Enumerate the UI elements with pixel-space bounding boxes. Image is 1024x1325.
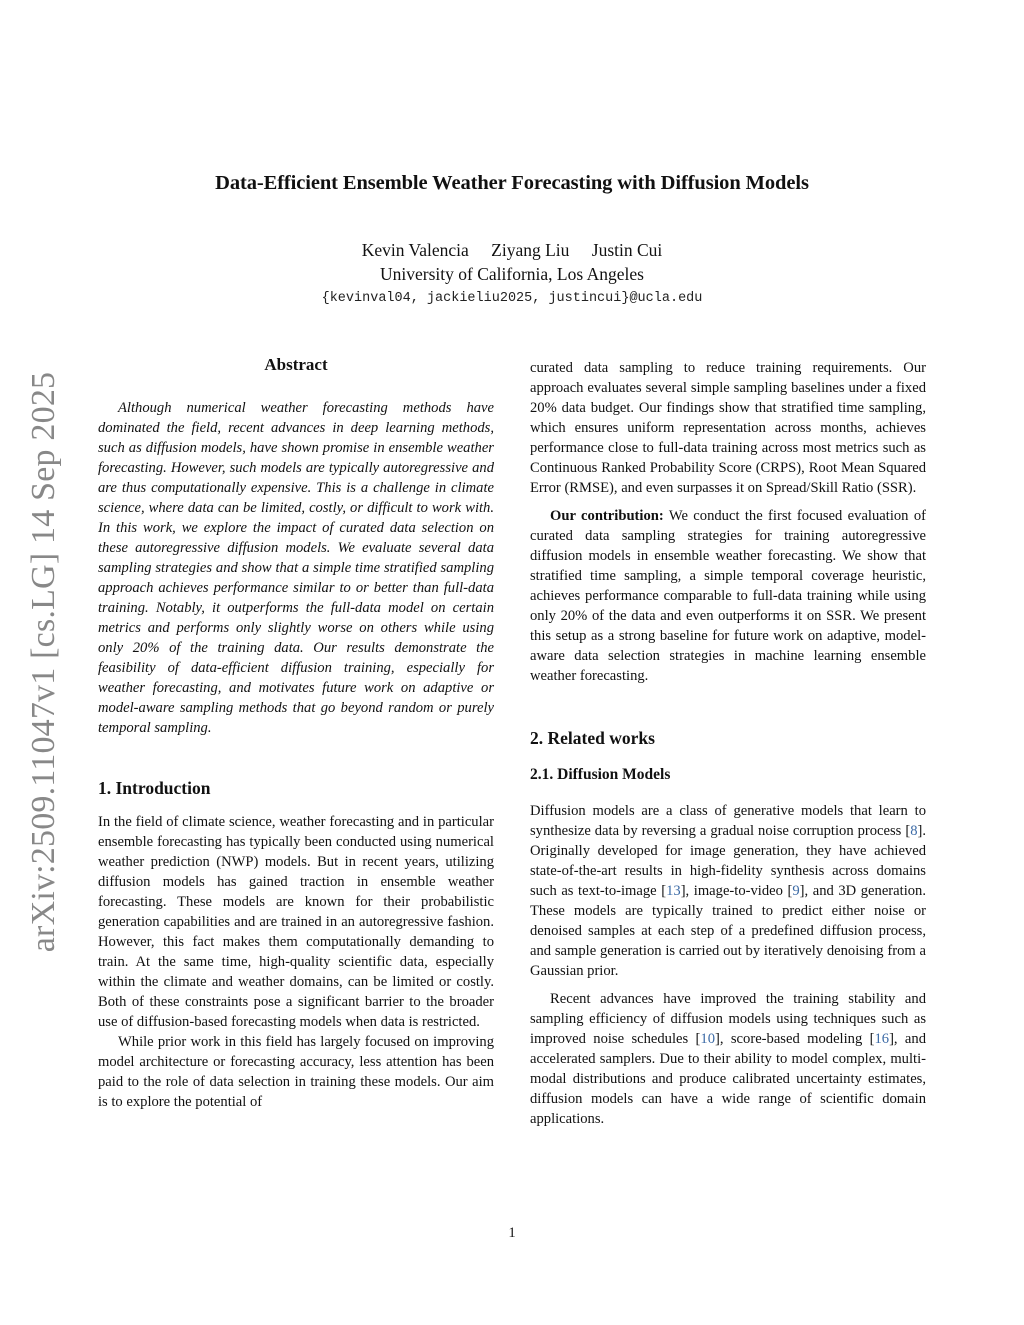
- citation-link[interactable]: 9: [792, 883, 800, 899]
- related-works-paragraph: Diffusion models are a class of generative models that learn to synthesize data by reversing a gradual noise corruption process [8]. Originally developed for image generation, they have achieved state-of-the-art results in high-fidelity synthesis across domains such as text-to-image [13], image-to-video [9], and 3D generation. These models are typically trained to predict either noise or denoised samples at each step of a predefined diffusion process, and sample generation is carried out by iteratively denoising from a Gaussian prior.: [530, 803, 926, 979]
- citation-link[interactable]: 8: [910, 823, 918, 839]
- citation-link[interactable]: 13: [666, 883, 681, 899]
- paper-title: Data-Efficient Ensemble Weather Forecasting with Diffusion Models: [215, 172, 809, 194]
- introduction-paragraph: In the field of climate science, weather forecasting and in particular ensemble forecasting has typically been conducted using numerical weather prediction (NWP) models. But in recent years, utilizing diffusion models has gained traction in ensemble weather forecasting. These models are known for their probabilistic generation capabilities and are trained in an autoregressive fashion. However, this fact makes them computationally demanding to train. At the same time, high-quality scientific data, especially within the climate and weather domains, can be limited or costly. Both of these constraints pose a significant barrier to the broader use of diffusion-based forecasting models when data is restricted.: [98, 814, 494, 1030]
- left-column: [98, 355, 494, 1112]
- author-name: Ziyang Liu: [491, 240, 570, 260]
- citation-link[interactable]: 16: [874, 1031, 890, 1047]
- introduction-paragraph-continued: curated data sampling to reduce training requirements. Our approach evaluates several simple sampling baselines under a fixed 20% data budget. Our findings show that stratified time sampling, which ensures uniform representation across months, achieves performance close to full-data training across most metrics such as Continuous Ranked Probability Score (CRPS), Root Mean Squared Error (RMSE), and even surpasses it on Spread/Skill Ratio (SSR).: [530, 360, 926, 496]
- introduction-paragraph: While prior work in this field has largely focused on improving model architecture or forecasting accuracy, less attention has been paid to the role of data selection in training these models. Our aim is to explore the potential of: [98, 1034, 494, 1110]
- contribution-lead: Our contribution:: [550, 508, 664, 524]
- author-name: Kevin Valencia: [361, 240, 469, 260]
- page-number: 1: [508, 1225, 516, 1241]
- arxiv-stamp: arXiv:2509.11047v1 [cs.LG] 14 Sep 2025: [25, 371, 62, 953]
- right-column: [530, 358, 926, 1129]
- abstract-heading: Abstract: [264, 355, 328, 374]
- author-list: [0, 240, 1024, 261]
- related-works-heading: 2. Related works: [530, 728, 655, 748]
- diffusion-models-heading: 2.1. Diffusion Models: [530, 766, 671, 783]
- contribution-body: We conduct the first focused evaluation of curated data sampling strategies for training autoregressive diffusion models in ensemble weather forecasting. We show that stratified time sampling, a simple temporal coverage heuristic, achieves performance comparable to full-data training while using only 20% of the data and even outperforms it on SSR. We present this setup as a strong baseline for future work on adaptive, model-aware data selection strategies in machine learning ensemble weather forecasting.: [530, 508, 926, 684]
- affiliation: University of California, Los Angeles: [380, 264, 644, 284]
- contribution-paragraph: [530, 506, 926, 686]
- citation-link[interactable]: 10: [700, 1031, 716, 1047]
- author-name: Justin Cui: [591, 240, 663, 260]
- abstract-body: Although numerical weather forecasting methods have dominated the field, recent advances in deep learning methods, such as diffusion models, have shown promise in ensemble weather forecasting. However, such models are typically autoregressive and are thus computationally expensive. This is a challenge in climate science, where data can be limited, costly, or difficult to work with. In this work, we explore the impact of curated data selection on these autoregressive diffusion models. We evaluate several data sampling strategies and show that a simple time stratified sampling approach achieves performance similar to or better than full-data training. Notably, it outperforms the full-data model on certain metrics and performs only slightly worse on others while using only 20% of the training data. Our results demonstrate the feasibility of data-efficient diffusion training, especially for weather forecasting, and motivates future work on adaptive or model-aware sampling methods that go beyond random or purely temporal sampling.: [98, 400, 494, 736]
- related-works-paragraph: Recent advances have improved the training stability and sampling efficiency of diffusion models using techniques such as improved noise schedules [10], score-based modeling [16], and accelerated samplers. Due to their ability to model complex, multi-modal distributions and produce calibrated uncertainty estimates, diffusion models can have a wide range of scientific domain applications.: [530, 991, 927, 1127]
- introduction-heading: 1. Introduction: [98, 778, 211, 798]
- author-emails: {kevinval04, jackieliu2025, justincui}@ucla.edu: [321, 291, 703, 306]
